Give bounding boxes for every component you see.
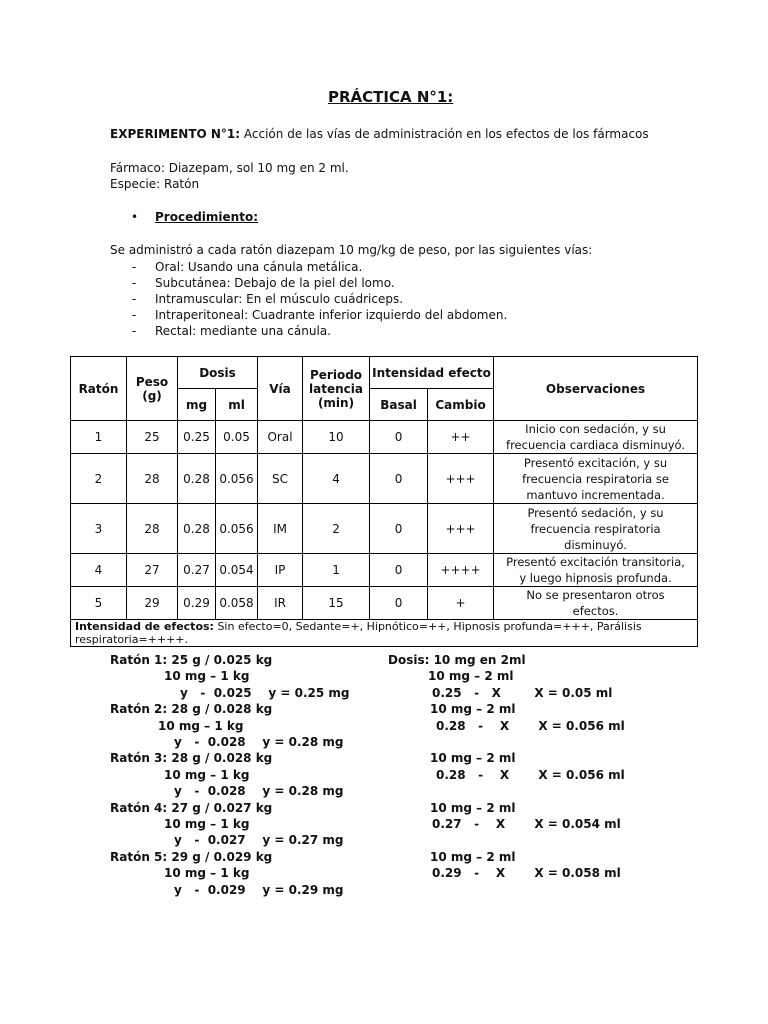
route-item: - Rectal: mediante una cánula. <box>132 324 331 338</box>
drug-line: Fármaco: Diazepam, sol 10 mg en 2 ml. <box>110 161 349 175</box>
header-peso: Peso (g) <box>127 357 178 421</box>
calc-right-column <box>388 652 625 882</box>
experiment-text: Acción de las vías de administración en los efectos de los fármacos <box>240 127 649 141</box>
route-item: - Oral: Usando una cánula metálica. <box>132 260 363 274</box>
header-via: Vía <box>258 357 303 421</box>
calc-solve: 0.28 - X X = 0.056 ml <box>436 718 625 733</box>
calc-ratio: 10 mg – 2 ml <box>430 702 516 717</box>
header-intensidad: Intensidad efecto <box>370 357 494 389</box>
table-row: 3 28 0.28 0.056 IM 2 0 +++ Presentó sedación, y su frecuencia respiratoria disminuyó. <box>71 504 698 554</box>
calc-left-column <box>110 652 349 898</box>
table-row: 4 27 0.27 0.054 IP 1 0 ++++ Presentó excitación transitoria, y luego hipnosis profunda. <box>71 554 698 587</box>
header-ml: ml <box>216 389 258 421</box>
calc-head: Ratón 4: 27 g / 0.027 kg <box>110 800 273 815</box>
calc-solve: y - 0.028 y = 0.28 mg <box>174 735 344 750</box>
observation-cell: No se presentaron otros efectos. <box>494 587 698 620</box>
calc-ratio: 10 mg – 2 ml <box>428 669 514 684</box>
results-table <box>70 356 698 647</box>
calc-ratio: 10 mg – 1 kg <box>164 767 250 782</box>
calc-solve: y - 0.027 y = 0.27 mg <box>174 833 344 848</box>
header-basal: Basal <box>370 389 428 421</box>
page-title: PRÁCTICA N°1: <box>328 88 454 106</box>
route-item: - Subcutánea: Debajo de la piel del lomo. <box>132 276 395 290</box>
bullet-icon: • <box>131 210 139 224</box>
experiment-line <box>110 127 649 141</box>
route-item: - Intramuscular: En el músculo cuádriceps. <box>132 292 404 306</box>
calc-head: Ratón 1: 25 g / 0.025 kg <box>110 653 273 667</box>
calc-head: Ratón 2: 28 g / 0.028 kg <box>110 702 273 717</box>
calc-solve: y - 0.029 y = 0.29 mg <box>174 882 344 897</box>
header-mg: mg <box>178 389 216 421</box>
procedure-intro: Se administró a cada ratón diazepam 10 mg/kg de peso, por las siguientes vías: <box>110 243 593 257</box>
calc-ratio: 10 mg – 2 ml <box>430 849 516 864</box>
observation-cell: Presentó excitación transitoria, y luego hipnosis profunda. <box>494 554 698 587</box>
header-periodo: Periodo latencia (min) <box>303 357 370 421</box>
observation-cell: Presentó sedación, y su frecuencia respiratoria disminuyó. <box>494 504 698 554</box>
observation-cell: Presentó excitación, y su frecuencia respiratoria se mantuvo incrementada. <box>494 454 698 504</box>
calc-solve: 0.29 - X X = 0.058 ml <box>432 866 621 881</box>
species-line: Especie: Ratón <box>110 177 200 191</box>
calc-head: Ratón 3: 28 g / 0.028 kg <box>110 751 273 766</box>
calc-solve: 0.27 - X X = 0.054 ml <box>432 817 621 832</box>
table-row: 5 29 0.29 0.058 IR 15 0 + No se presentaron otros efectos. <box>71 587 698 620</box>
header-observaciones: Observaciones <box>494 357 698 421</box>
calc-solve: y - 0.028 y = 0.28 mg <box>174 784 344 799</box>
calc-ratio: 10 mg – 2 ml <box>430 800 516 815</box>
experiment-label: EXPERIMENTO N°1: <box>110 127 241 141</box>
header-raton: Ratón <box>71 357 127 421</box>
dosis-header: Dosis: 10 mg en 2ml <box>388 653 526 667</box>
calc-head: Ratón 5: 29 g / 0.029 kg <box>110 849 273 864</box>
header-dosis: Dosis <box>178 357 258 389</box>
route-list <box>132 259 507 339</box>
calc-solve: y - 0.025 y = 0.25 mg <box>180 685 350 700</box>
intensity-legend: Intensidad de efectos: Sin efecto=0, Sedante=+, Hipnótico=++, Hipnosis profunda=+++, Parálisis respiratoria=++++. <box>71 620 698 647</box>
route-item: - Intraperitoneal: Cuadrante inferior izquierdo del abdomen. <box>132 308 508 322</box>
table-row: 2 28 0.28 0.056 SC 4 0 +++ Presentó excitación, y su frecuencia respiratoria se mantuvo incrementada. <box>71 454 698 504</box>
table-footer-row <box>71 620 698 647</box>
table-header-row <box>71 357 698 389</box>
calc-ratio: 10 mg – 2 ml <box>430 751 516 766</box>
calc-ratio: 10 mg – 1 kg <box>164 669 250 684</box>
header-cambio: Cambio <box>428 389 494 421</box>
calc-solve: 0.25 - X X = 0.05 ml <box>432 685 613 700</box>
table-row: 1 25 0.25 0.05 Oral 10 0 ++ Inicio con sedación, y su frecuencia cardiaca disminuyó. <box>71 421 698 454</box>
observation-cell: Inicio con sedación, y su frecuencia cardiaca disminuyó. <box>494 421 698 454</box>
calc-ratio: 10 mg – 1 kg <box>164 866 250 881</box>
calc-ratio: 10 mg – 1 kg <box>158 718 244 733</box>
calc-solve: 0.28 - X X = 0.056 ml <box>436 767 625 782</box>
calc-ratio: 10 mg – 1 kg <box>164 817 250 832</box>
procedure-heading: Procedimiento: <box>155 210 258 224</box>
